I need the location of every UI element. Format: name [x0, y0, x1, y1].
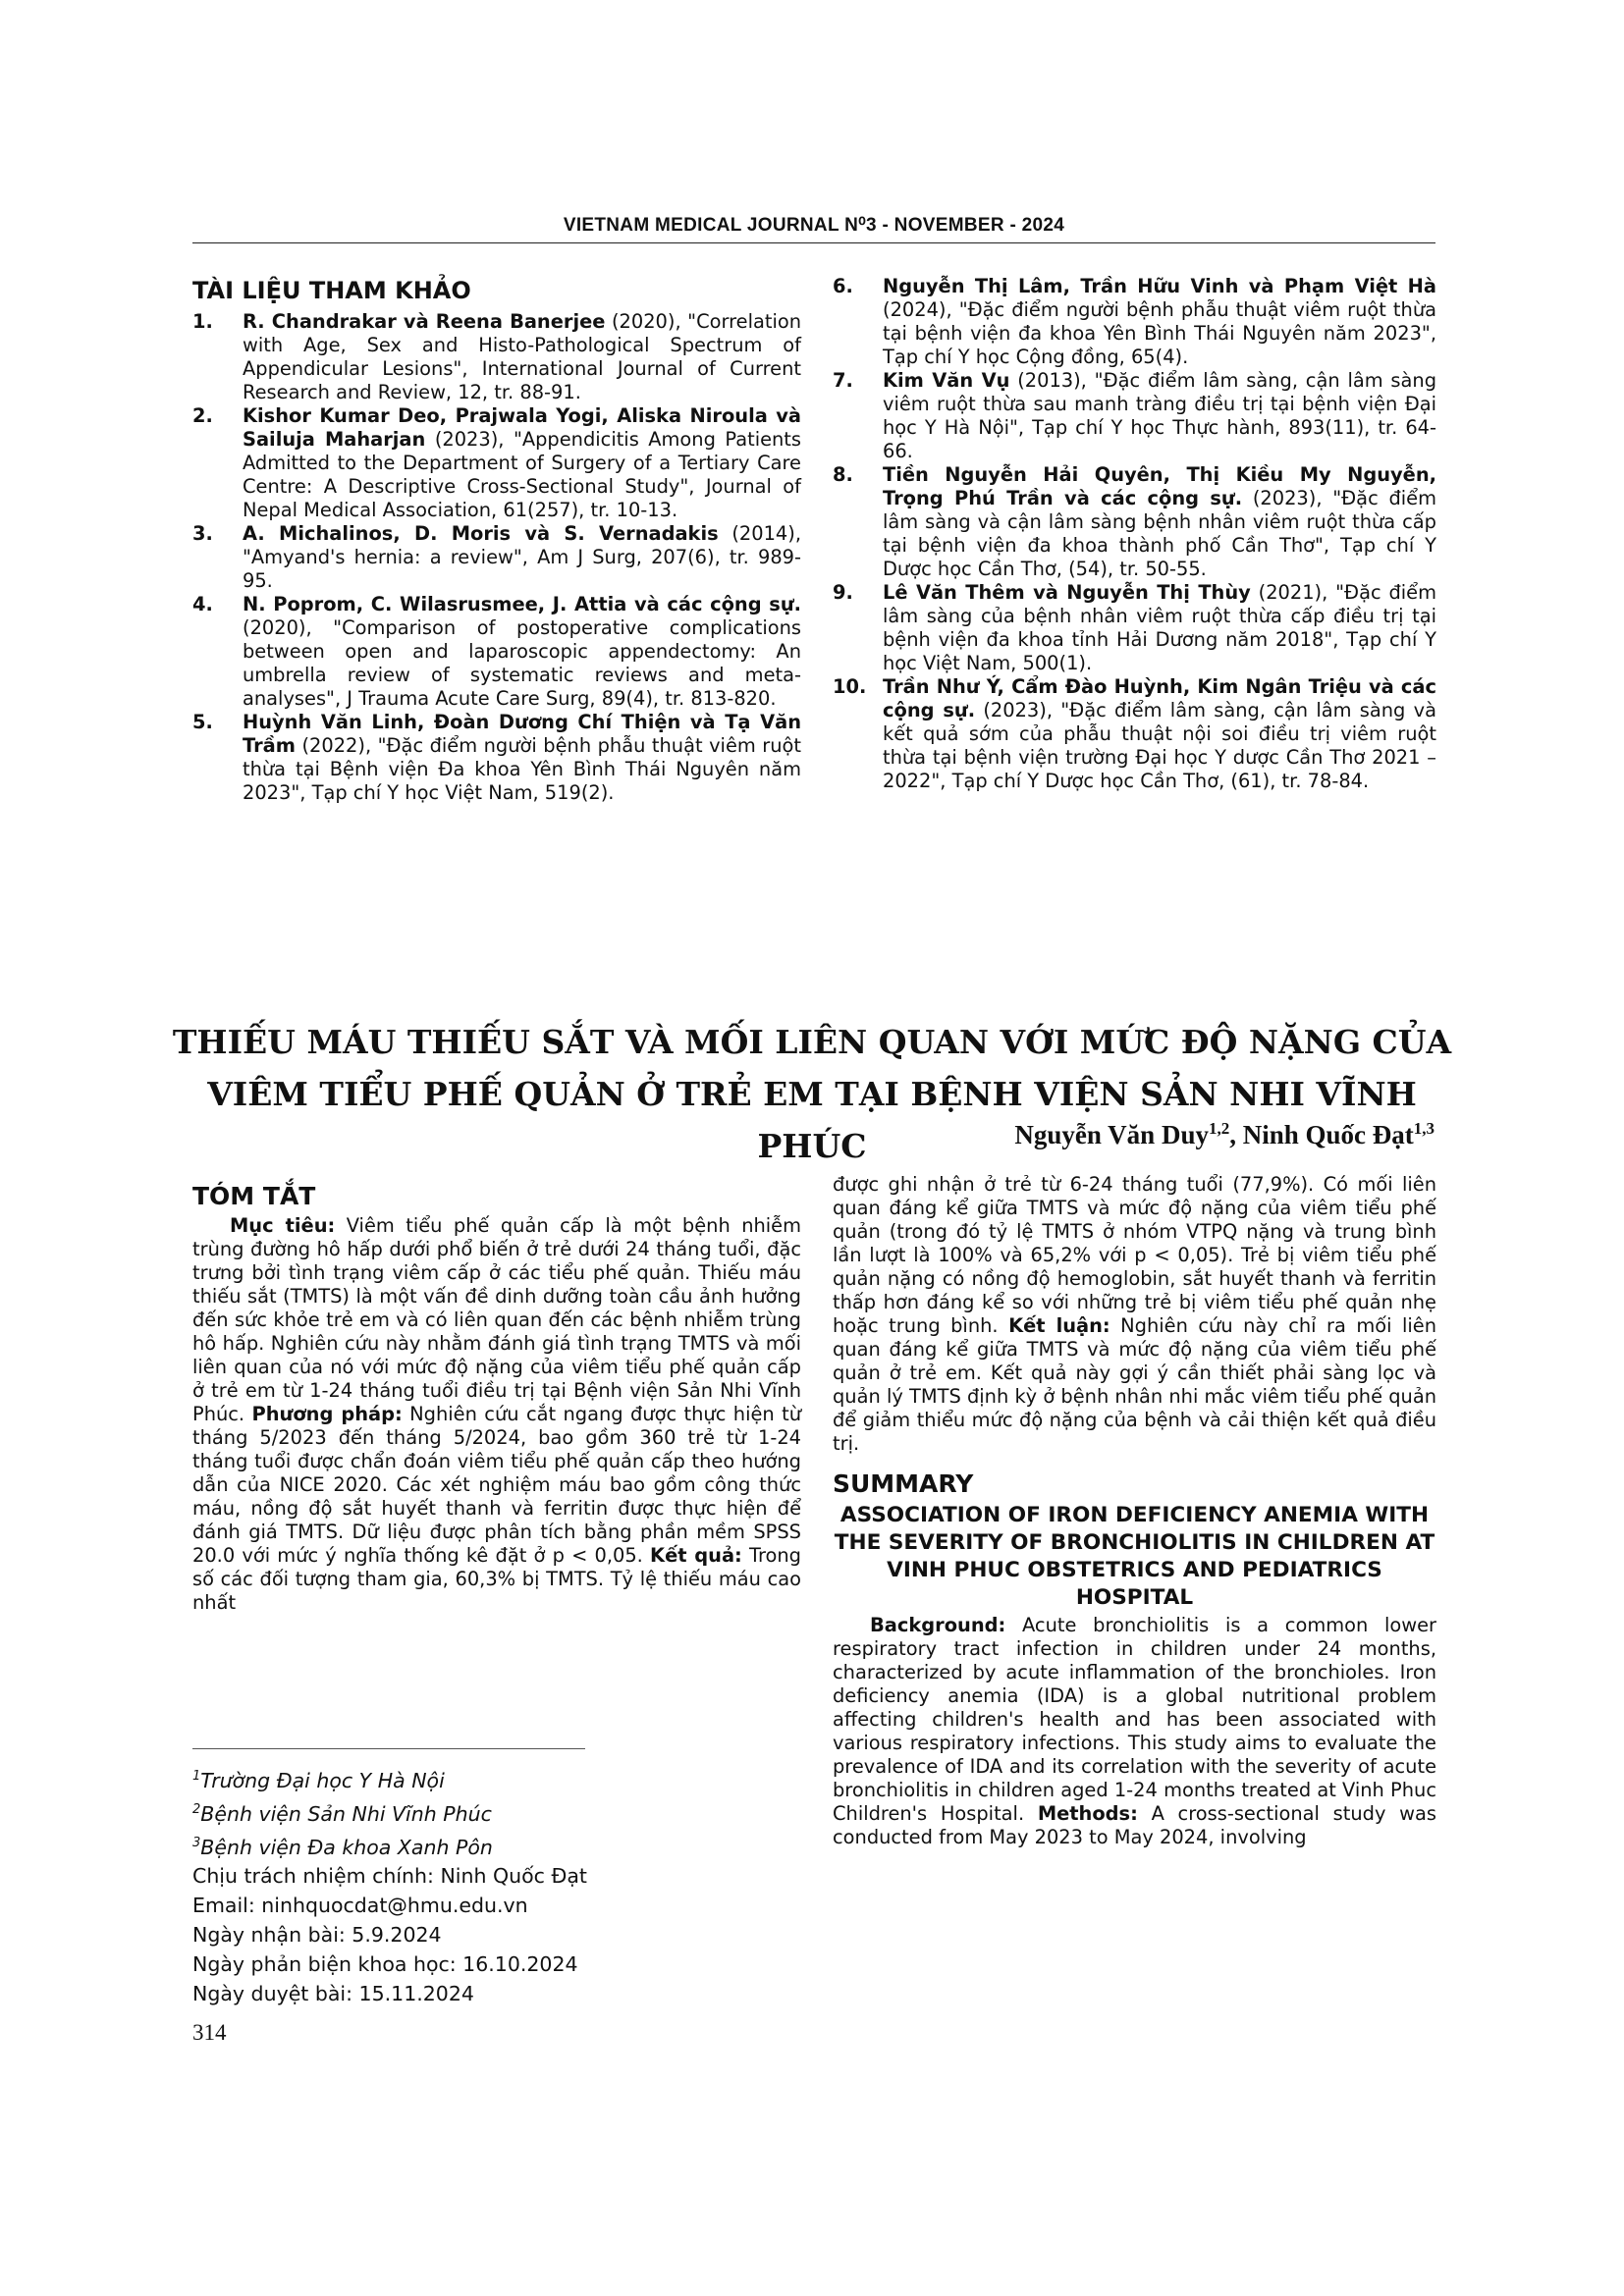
affiliation-mark: 3 — [192, 1835, 201, 1850]
reference-text: (2023), "Appendicitis Among Patients Admitted to the Department of Surgery of a Tertiary Care Centre: A Descriptive Cross-Sectional Study", Journal of Nepal Medical Association, 61(257), tr. 10-13. — [243, 428, 802, 521]
reference-item — [192, 522, 801, 593]
reference-authors: N. Poprom, C. Wilasrusmee, J. Attia và các cộng sự. — [243, 593, 801, 615]
reference-number: 3. — [192, 522, 213, 545]
date-reviewed: Ngày phản biện khoa học: 16.10.2024 — [192, 1952, 578, 1977]
reference-authors: Trần Như Ý, Cẩm Đào Huỳnh, Kim Ngân Triệu và các cộng sự. — [883, 675, 1436, 721]
reference-item — [833, 581, 1436, 675]
reference-authors: Huỳnh Văn Linh, Đoàn Dương Chí Thiện và Tạ Văn Trầm — [243, 711, 801, 757]
reference-text: (2024), "Đặc điểm người bệnh phẫu thuật viêm ruột thừa tại bệnh viện đa khoa Yên Bình Thái Nguyên năm 2023", Tạp chí Y học Cộng đồng, 65(4). — [883, 298, 1436, 368]
header-rule — [192, 242, 1435, 243]
footnotes — [192, 1762, 801, 2008]
reference-text: (2020), "Comparison of postoperative complications between open and laparoscopic appendectomy: An umbrella review of systematic reviews and meta-analyses", J Trauma Acute Care Surg, 89(4), tr. 813-820. — [243, 616, 801, 710]
english-title: ASSOCIATION OF IRON DEFICIENCY ANEMIA WITH THE SEVERITY OF BRONCHIOLITIS IN CHILDREN AT VINH PHUC OBSTETRICS AND PEDIATRICS HOSPITAL — [834, 1503, 1435, 1610]
summary-paragraph — [833, 1614, 1436, 1849]
reference-item — [833, 369, 1436, 463]
reference-number: 6. — [833, 275, 853, 297]
date-received: Ngày nhận bài: 5.9.2024 — [192, 1923, 442, 1948]
journal-header: VIETNAM MEDICAL JOURNAL N⁰3 - NOVEMBER - 2024 — [563, 215, 1065, 236]
article-title-line: THIẾU MÁU THIẾU SẮT VÀ MỐI LIÊN QUAN VỚI MỨC ĐỘ NẶNG CỦA — [172, 1023, 1452, 1061]
reference-list — [833, 275, 1436, 793]
text-objective: Viêm tiểu phế quản cấp là một bệnh nhiễm trùng đường hô hấp dưới phổ biến ở trẻ dưới 24 tháng tuổi, đặc trưng bởi tình trạng viêm cấp ở các tiểu phế quản. Thiếu máu thiếu sắt (TMTS) là một vấn đề dinh dưỡng toàn cầu ảnh hưởng đến sức khỏe trẻ em và có liên quan đến các bệnh nhiễm trùng hô hấp. Nghiên cứu này nhằm đánh giá tình trạng TMTS và mối liên quan của nó với mức độ nặng của viêm tiểu phế quản cấp ở trẻ em từ 1-24 tháng tuổi điều trị tại Bệnh viện Sản Nhi Vĩnh Phúc. — [192, 1214, 801, 1425]
author-name: Nguyễn Văn Duy — [1014, 1120, 1209, 1149]
affiliation-mark: 1 — [192, 1769, 201, 1784]
references-right-column — [833, 275, 1436, 793]
text-results: Trong số các đối tượng tham gia, 60,3% bị TMTS. Tỷ lệ thiếu máu cao nhất — [192, 1544, 801, 1614]
abstract-right-column — [833, 1173, 1436, 1849]
reference-text: (2013), "Đặc điểm lâm sàng, cận lâm sàng viêm ruột thừa sau manh tràng điều trị tại bệnh viện Đại học Y Hà Nội", Tạp chí Y học Thực hành, 893(11), tr. 64-66. — [883, 369, 1436, 462]
article-title-line: VIÊM TIỂU PHẾ QUẢN Ở TRẺ EM TẠI BỆNH VIỆN SẢN NHI VĨNH PHÚC — [207, 1075, 1417, 1165]
footnote-rule — [192, 1748, 585, 1749]
abstract-paragraph-continued — [833, 1173, 1436, 1456]
reference-item — [192, 711, 801, 805]
references-title: TÀI LIỆU THAM KHẢO — [192, 277, 471, 304]
reference-item — [192, 593, 801, 711]
text-methods: Nghiên cứu cắt ngang được thực hiện từ tháng 5/2023 đến tháng 5/2024, bao gồm 360 trẻ từ 1-24 tháng tuổi được chẩn đoán viêm tiểu phế quản cấp theo hướng dẫn của NICE 2020. Các xét nghiệm máu bao gồm công thức máu, nồng độ sắt huyết thanh và ferritin được thực hiện để đánh giá TMTS. Dữ liệu được phân tích bằng phần mềm SPSS 20.0 với mức ý nghĩa thống kê đặt ở p < 0,05. — [192, 1403, 801, 1567]
reference-number: 10. — [833, 675, 867, 698]
reference-authors: A. Michalinos, D. Moris và S. Vernadakis — [243, 522, 719, 545]
email: Email: ninhquocdat@hmu.edu.vn — [192, 1894, 528, 1918]
reference-text: (2020), "Correlation with Age, Sex and Histo-Pathological Spectrum of Appendicular Lesions", International Journal of Current Research and Review, 12, tr. 88-91. — [243, 310, 801, 403]
reference-authors: Kim Văn Vụ — [883, 369, 1010, 392]
label-conclusion: Kết luận: — [1008, 1314, 1110, 1337]
reference-item — [192, 310, 801, 404]
author-affiliation: 1,3 — [1413, 1119, 1435, 1138]
reference-item — [833, 675, 1436, 793]
author-affiliation: 1,2 — [1208, 1119, 1230, 1138]
reference-item — [833, 463, 1436, 581]
reference-number: 9. — [833, 581, 853, 604]
affiliation-2 — [192, 1795, 801, 1829]
reference-number: 4. — [192, 593, 213, 615]
reference-text: (2023), "Đặc điểm lâm sàng, cận lâm sàng và kết quả sớm của phẫu thuật nội soi điều trị viêm ruột thừa tại bệnh viện trường Đại học Y dược Cần Thơ 2021 – 2022", Tạp chí Y Dược học Cần Thơ, (61), tr. 78-84. — [883, 699, 1436, 792]
abstract-paragraph — [192, 1214, 801, 1615]
affiliation-text: Bệnh viện Sản Nhi Vĩnh Phúc — [200, 1801, 492, 1826]
label-results: Kết quả: — [650, 1544, 742, 1567]
page-number: 314 — [192, 2020, 227, 2045]
reference-number: 8. — [833, 463, 853, 486]
reference-number: 5. — [192, 711, 213, 733]
reference-text: (2021), "Đặc điểm lâm sàng của bệnh nhân viêm ruột thừa cấp điều trị tại bệnh viện đa khoa tỉnh Hải Dương năm 2018", Tạp chí Y học Việt Nam, 500(1). — [883, 581, 1436, 674]
affiliation-text: Trường Đại học Y Hà Nội — [200, 1768, 445, 1792]
reference-authors: Tiền Nguyễn Hải Quyên, Thị Kiều My Nguyễn, Trọng Phú Trần và các cộng sự. — [883, 463, 1436, 509]
reference-list — [192, 310, 801, 805]
affiliation-3 — [192, 1829, 801, 1862]
date-accepted: Ngày duyệt bài: 15.11.2024 — [192, 1982, 474, 2006]
article-authors — [1014, 1119, 1435, 1150]
reference-text: (2023), "Đặc điểm lâm sàng và cận lâm sàng bệnh nhân viêm ruột thừa cấp tại bệnh viện đa khoa thành phố Cần Thơ", Tạp chí Y Dược học Cần Thơ, (54), tr. 50-55. — [883, 487, 1436, 580]
reference-item — [192, 404, 801, 522]
reference-number: 2. — [192, 404, 213, 427]
text-methods-en: A cross-sectional study was conducted from May 2023 to May 2024, involving — [833, 1802, 1436, 1848]
references-left-column — [192, 277, 801, 805]
affiliation-mark: 2 — [192, 1801, 201, 1817]
abstract-heading: TÓM TẮT — [192, 1182, 316, 1210]
label-methods: Phương pháp: — [251, 1403, 403, 1425]
label-objective: Mục tiêu: — [230, 1214, 336, 1237]
reference-authors: R. Chandrakar và Reena Banerjee — [243, 310, 606, 333]
corresponding-author: Chịu trách nhiệm chính: Ninh Quốc Đạt — [192, 1864, 587, 1889]
reference-item — [833, 275, 1436, 369]
reference-authors: Lê Văn Thêm và Nguyễn Thị Thùy — [883, 581, 1251, 604]
text-conclusion: Nghiên cứu này chỉ ra mối liên quan đáng kể giữa TMTS và mức độ nặng của viêm tiểu phế quản ở trẻ em. Kết quả này gợi ý cần thiết phải sàng lọc và quản lý TMTS định kỳ ở bệnh nhân nhi mắc viêm tiểu phế quản để giảm thiểu mức độ nặng của bệnh và cải thiện kết quả điều trị. — [833, 1314, 1437, 1455]
text-background: Acute bronchiolitis is a common lower respiratory tract infection in children under 24 months, characterized by acute inflammation of the bronchioles. Iron deficiency anemia (IDA) is a global nutritional problem affecting children's health and has been associated with various respiratory infections. This study aims to evaluate the prevalence of IDA and its correlation with the severity of acute bronchiolitis in children aged 1-24 months treated at Vinh Phuc Children's Hospital. — [833, 1614, 1436, 1825]
reference-number: 7. — [833, 369, 853, 392]
label-background: Background: — [870, 1614, 1006, 1636]
reference-number: 1. — [192, 310, 213, 333]
label-methods-en: Methods: — [1037, 1802, 1138, 1825]
text-results-continued: được ghi nhận ở trẻ từ 6-24 tháng tuổi (77,9%). Có mối liên quan đáng kể giữa TMTS và mức độ nặng của viêm tiểu phế quản (trong đó tỷ lệ TMTS ở nhóm VTPQ nặng và trung bình lần lượt là 100% và 65,2% với p < 0,05). Trẻ bị viêm tiểu phế quản nặng có nồng độ hemoglobin, sắt huyết thanh và ferritin thấp hơn đáng kể so với những trẻ bị viêm tiểu phế quản nhẹ hoặc trung bình. — [833, 1173, 1436, 1337]
affiliation-text: Bệnh viện Đa khoa Xanh Pôn — [200, 1835, 493, 1859]
author-name: Ninh Quốc Đạt — [1242, 1120, 1414, 1149]
reference-text: (2022), "Đặc điểm người bệnh phẫu thuật viêm ruột thừa tại Bệnh viện Đa khoa Yên Bình Thái Nguyên năm 2023", Tạp chí Y học Việt Nam, 519(2). — [243, 734, 801, 804]
abstract-left-column — [192, 1182, 801, 1615]
author-separator: , — [1229, 1120, 1243, 1149]
reference-authors: Nguyễn Thị Lâm, Trần Hữu Vinh và Phạm Việt Hà — [883, 275, 1436, 297]
summary-heading: SUMMARY — [833, 1469, 974, 1498]
affiliation-1 — [192, 1762, 801, 1795]
reference-text: (2014), "Amyand's hernia: a review", Am J Surg, 207(6), tr. 989-95. — [243, 522, 801, 592]
reference-authors: Kishor Kumar Deo, Prajwala Yogi, Aliska Niroula và Sailuja Maharjan — [243, 404, 801, 451]
